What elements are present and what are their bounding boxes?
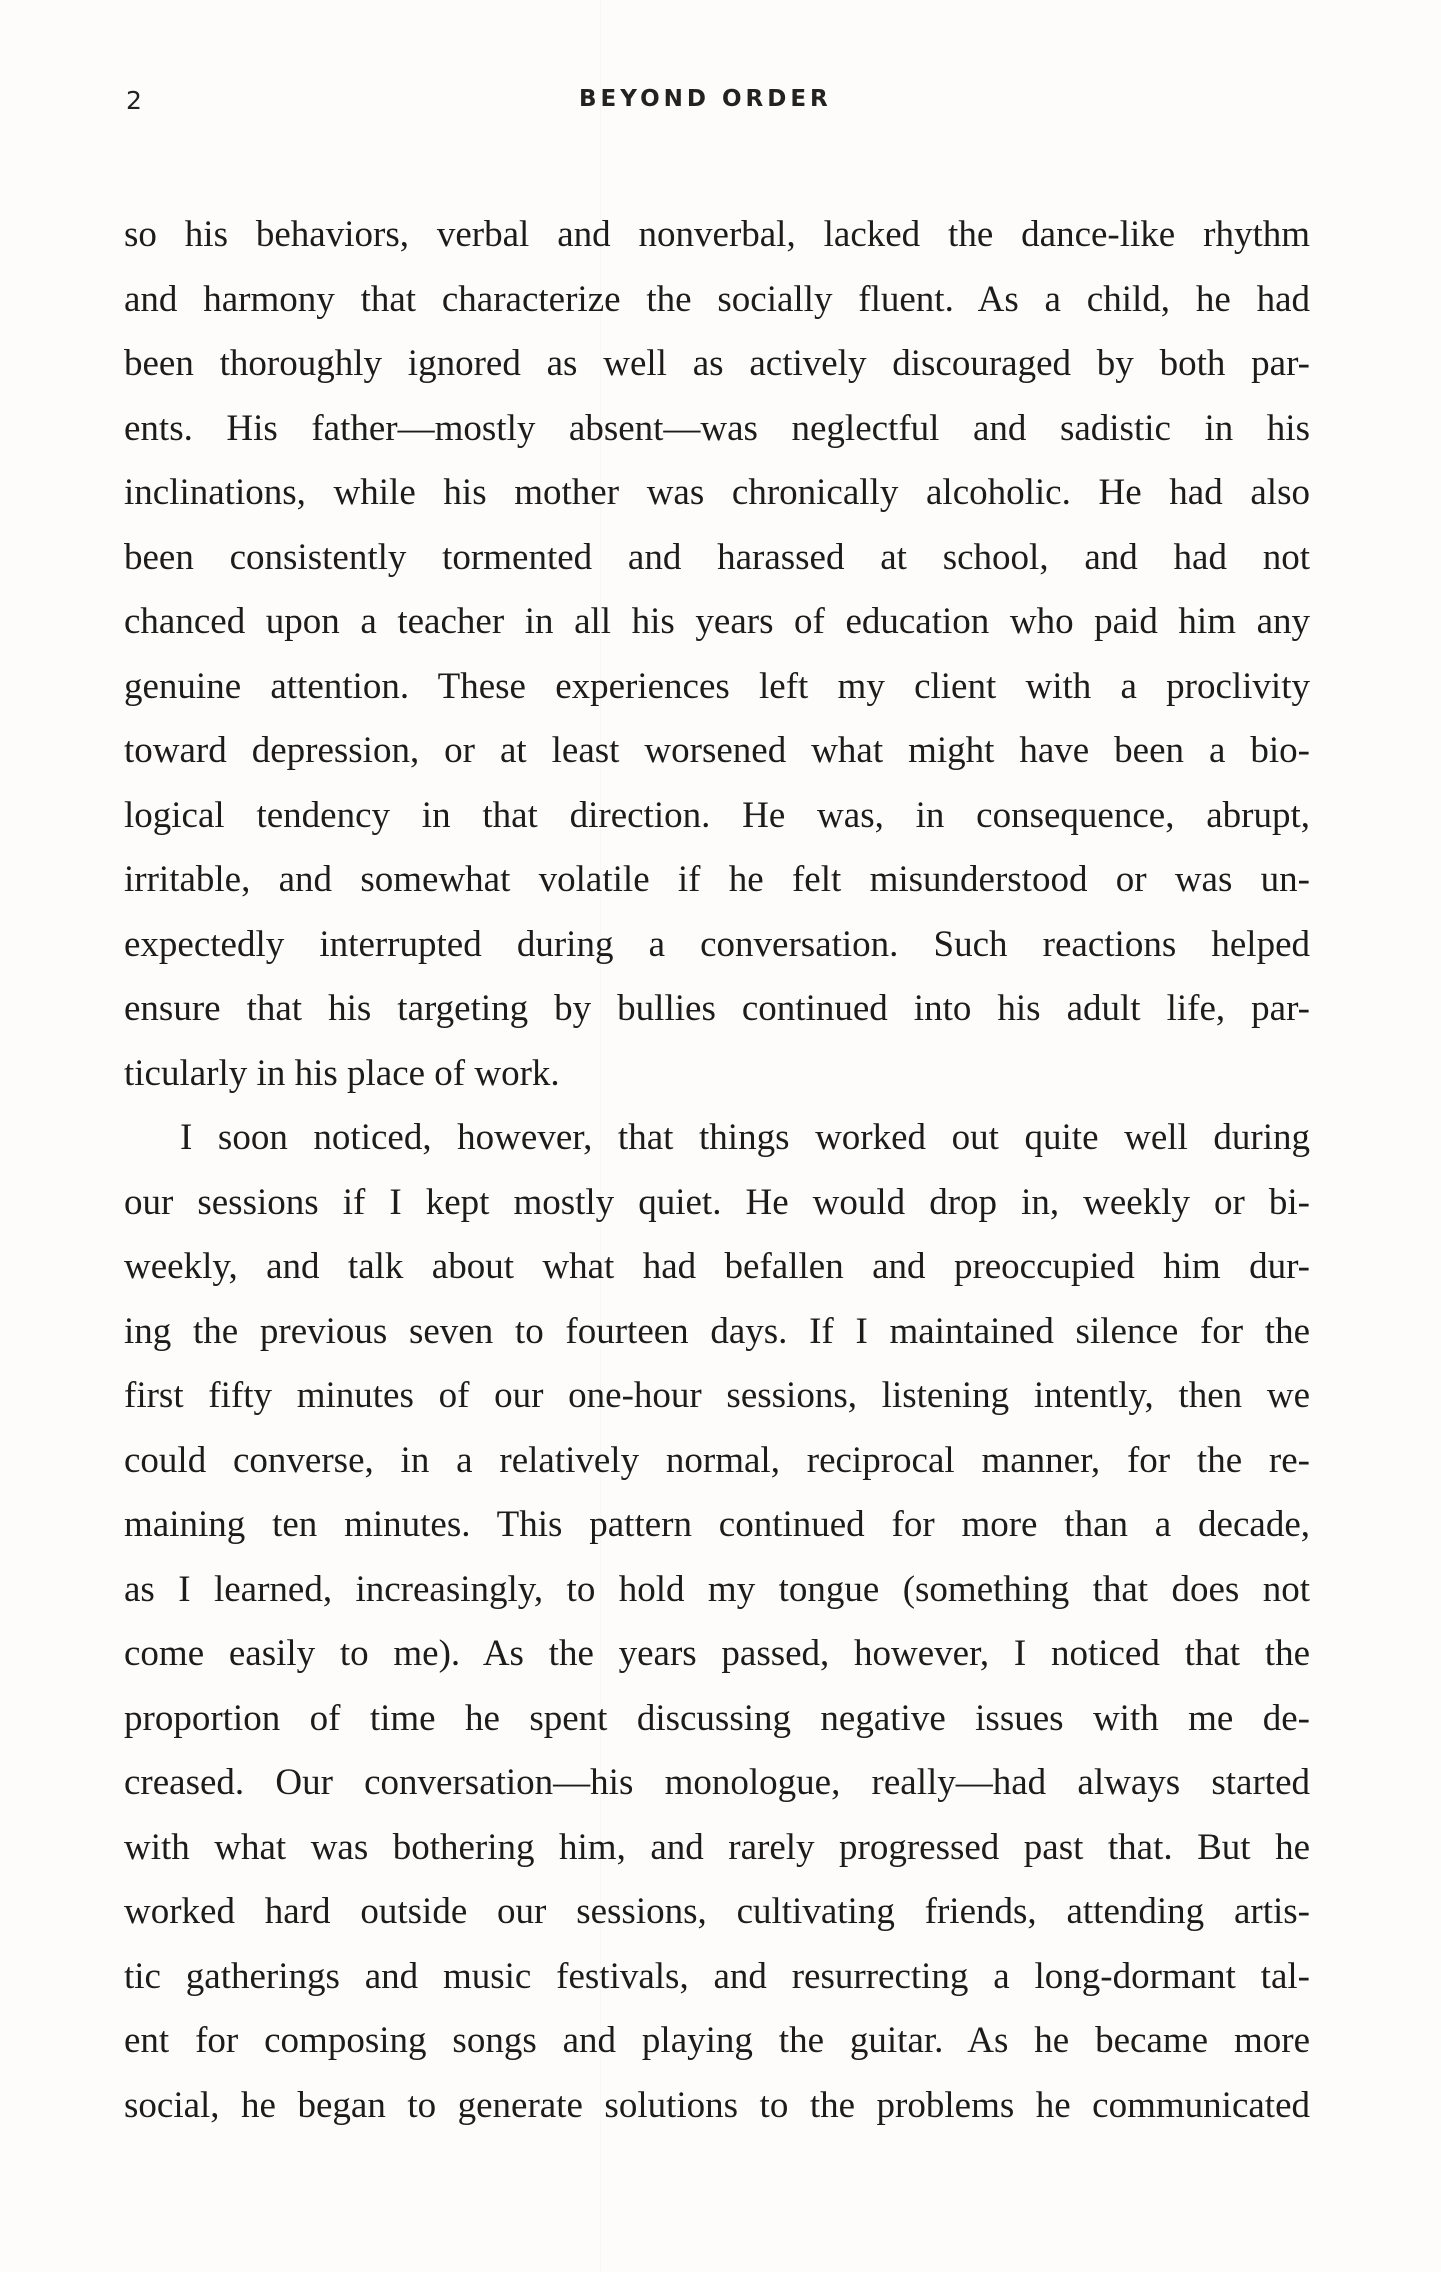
text-line: and harmony that characterize the socially fluent. As a child, he had <box>124 278 1310 320</box>
text-line: been consistently tormented and harassed at school, and had not <box>124 536 1310 578</box>
text-line: tic gatherings and music festivals, and resurrecting a long-dormant tal- <box>124 1955 1310 1997</box>
text-line: with what was bothering him, and rarely progressed past that. But he <box>124 1826 1310 1868</box>
page-header <box>124 82 1314 122</box>
text-line: irritable, and somewhat volatile if he felt misunderstood or was un- <box>124 859 1310 900</box>
text-line: social, he began to generate solutions to the problems he communicated <box>124 2084 1310 2126</box>
text-line: expectedly interrupted during a conversation. Such reactions helped <box>124 923 1310 965</box>
paragraph-1 <box>124 203 1310 1106</box>
text-line: logical tendency in that direction. He was, in consequence, abrupt, <box>124 794 1310 836</box>
text-line: chanced upon a teacher in all his years of education who paid him any <box>124 601 1310 642</box>
text-line: worked hard outside our sessions, cultivating friends, attending artis- <box>124 1891 1310 1932</box>
text-line: our sessions if I kept mostly quiet. He would drop in, weekly or bi- <box>124 1181 1310 1223</box>
text-line: ing the previous seven to fourteen days. If I maintained silence for the <box>124 1310 1310 1352</box>
text-line: ents. His father—mostly absent—was neglectful and sadistic in his <box>124 407 1310 449</box>
text-line: ensure that his targeting by bullies continued into his adult life, par- <box>124 988 1310 1029</box>
text-line: inclinations, while his mother was chronically alcoholic. He had also <box>124 472 1310 513</box>
text-line: toward depression, or at least worsened what might have been a bio- <box>124 730 1310 771</box>
text-line: maining ten minutes. This pattern continued for more than a decade, <box>124 1504 1310 1545</box>
text-line: I soon noticed, however, that things worked out quite well during <box>180 1117 1310 1158</box>
text-line: creased. Our conversation—his monologue, really—had always started <box>124 1762 1310 1803</box>
text-line: weekly, and talk about what had befallen and preoccupied him dur- <box>124 1246 1310 1287</box>
text-line: ticularly in his place of work. <box>124 1052 560 1094</box>
text-line: genuine attention. These experiences left my client with a proclivity <box>124 665 1310 707</box>
running-head: BEYOND ORDER <box>579 86 832 112</box>
text-line: as I learned, increasingly, to hold my tongue (something that does not <box>124 1568 1310 1610</box>
text-line: first fifty minutes of our one-hour sessions, listening intently, then we <box>124 1375 1310 1416</box>
text-line: ent for composing songs and playing the guitar. As he became more <box>124 2020 1310 2061</box>
text-line: so his behaviors, verbal and nonverbal, lacked the dance-like rhythm <box>124 214 1310 255</box>
text-line: proportion of time he spent discussing negative issues with me de- <box>124 1697 1310 1739</box>
body-text <box>124 203 1310 2138</box>
page-number: 2 <box>126 86 143 115</box>
paragraph-2 <box>124 1106 1310 2138</box>
text-line: come easily to me). As the years passed, however, I noticed that the <box>124 1633 1310 1674</box>
text-line: could converse, in a relatively normal, reciprocal manner, for the re- <box>124 1439 1310 1481</box>
text-line: been thoroughly ignored as well as actively discouraged by both par- <box>124 343 1310 384</box>
